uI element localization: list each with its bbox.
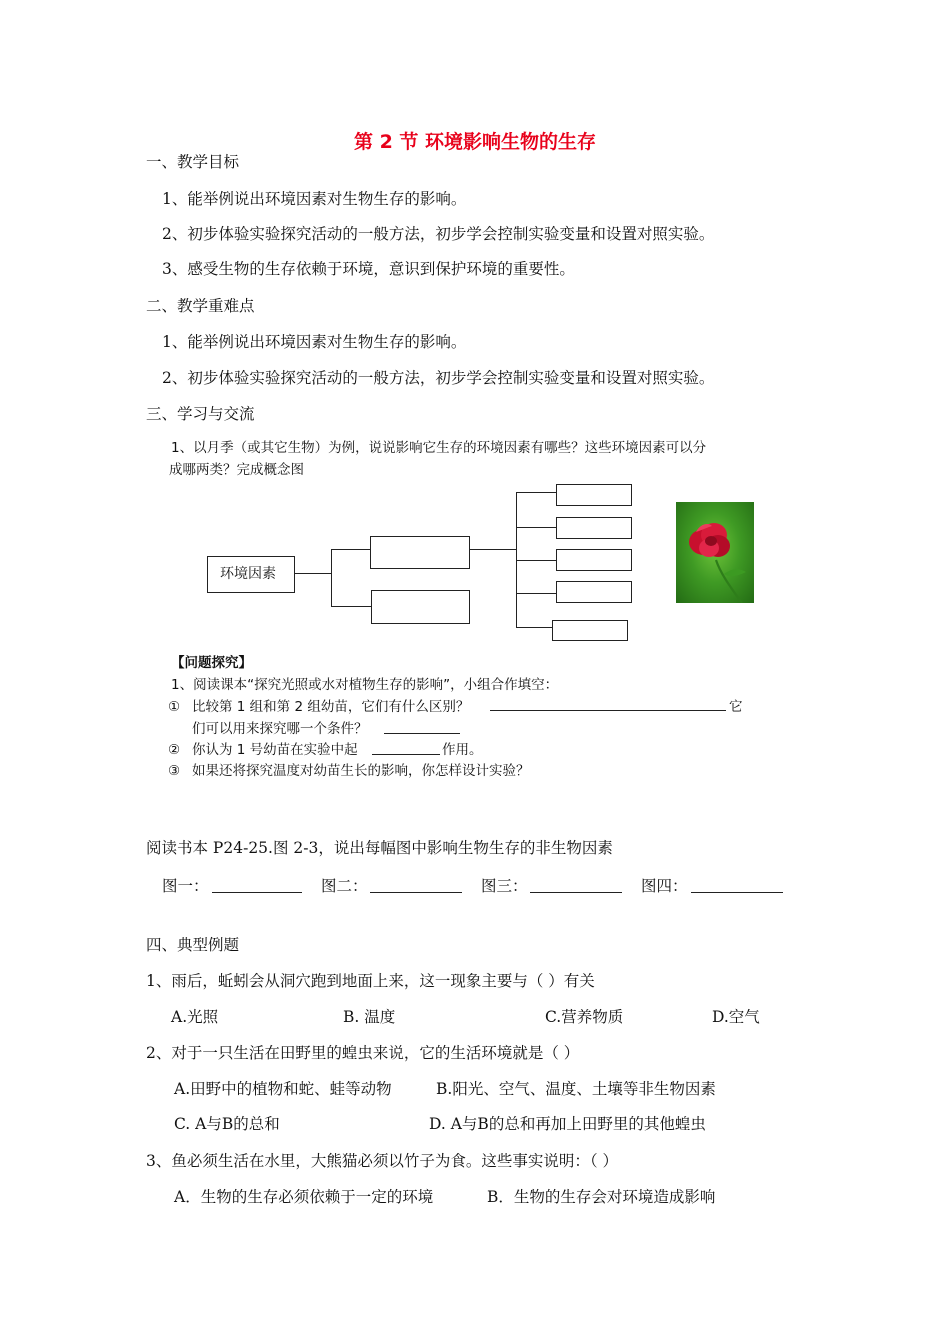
connector: [516, 560, 556, 561]
option-b[interactable]: B. 温度: [343, 1008, 396, 1026]
answer-blank[interactable]: [384, 733, 460, 734]
inquiry-item-text: 你认为 1 号幼苗在实验中起: [192, 742, 358, 758]
goal-item: 3、感受生物的生存依赖于环境，意识到保护环境的重要性。: [162, 260, 575, 278]
option-b[interactable]: B．生物的生存会对环境造成影响: [487, 1188, 716, 1206]
section-heading-key-points: 二、教学重难点: [146, 297, 255, 315]
connector: [470, 549, 516, 550]
key-point-item: 2、初步体验实验探究活动的一般方法，初步学会控制实验变量和设置对照实验。: [162, 369, 715, 387]
concept-root-label: 环境因素: [220, 566, 276, 582]
goal-item: 1、能举例说出环境因素对生物生存的影响。: [162, 190, 467, 208]
inquiry-heading: 【问题探究】: [171, 655, 252, 671]
inquiry-line: 1、阅读课本“探究光照或水对植物生存的影响”，小组合作填空：: [171, 677, 559, 693]
concept-factor-box[interactable]: [556, 517, 632, 539]
example-question: 2、对于一只生活在田野里的蝗虫来说，它的生活环境就是（ ）: [146, 1044, 580, 1062]
inquiry-item-text: 它: [729, 699, 743, 715]
option-c[interactable]: C.营养物质: [545, 1008, 624, 1026]
figure-label: 图四：: [641, 877, 688, 895]
option-d[interactable]: D. A与B的总和再加上田野里的其他蝗虫: [429, 1115, 706, 1133]
figure-answer-blank[interactable]: [212, 892, 302, 893]
connector: [331, 549, 332, 607]
option-a[interactable]: A.田野中的植物和蛇、蛙等动物: [174, 1080, 392, 1098]
key-point-item: 1、能举例说出环境因素对生物生存的影响。: [162, 333, 467, 351]
rose-illustration: [676, 502, 754, 603]
inquiry-item-text: 们可以用来探究哪一个条件？: [192, 721, 368, 737]
connector: [516, 593, 556, 594]
option-a[interactable]: A.光照: [171, 1008, 219, 1026]
section-heading-goals: 一、教学目标: [146, 153, 240, 171]
option-c[interactable]: C. A与B的总和: [174, 1115, 280, 1133]
option-a[interactable]: A．生物的生存必须依赖于一定的环境: [174, 1188, 434, 1206]
inquiry-item-text: 如果还将探究温度对幼苗生长的影响，你怎样设计实验？: [192, 763, 530, 779]
concept-root-box: [207, 556, 295, 593]
figure-answer-blank[interactable]: [530, 892, 622, 893]
concept-category-box[interactable]: [370, 536, 470, 569]
figure-label: 图一：: [162, 877, 209, 895]
goal-item: 2、初步体验实验探究活动的一般方法，初步学会控制实验变量和设置对照实验。: [162, 225, 715, 243]
inquiry-item-text: 比较第 1 组和第 2 组幼苗，它们有什么区别？: [192, 699, 470, 715]
inquiry-item-number: ②: [168, 742, 181, 758]
figure-answer-blank[interactable]: [691, 892, 783, 893]
connector: [295, 573, 331, 574]
connector: [516, 492, 556, 493]
page-title: 第 2 节 环境影响生物的生存: [353, 131, 597, 153]
connector: [331, 549, 370, 550]
inquiry-item-text: 作用。: [442, 742, 483, 758]
concept-factor-box[interactable]: [556, 581, 632, 603]
figure-answer-blank[interactable]: [370, 892, 462, 893]
option-d[interactable]: D.空气: [712, 1008, 760, 1026]
inquiry-item-number: ③: [168, 763, 181, 779]
example-question: 1、雨后，蚯蚓会从洞穴跑到地面上来，这一现象主要与（ ）有关: [146, 972, 595, 990]
section-heading-study: 三、学习与交流: [146, 405, 255, 423]
figure-label: 图三：: [481, 877, 528, 895]
inquiry-item-number: ①: [168, 699, 181, 715]
reading-instruction: 阅读书本 P24-25.图 2-3，说出每幅图中影响生物生存的非生物因素: [146, 839, 613, 857]
connector: [331, 606, 371, 607]
question-line: 1、以月季（或其它生物）为例，说说影响它生存的环境因素有哪些？这些环境因素可以分: [171, 440, 707, 456]
option-b[interactable]: B.阳光、空气、温度、土壤等非生物因素: [436, 1080, 716, 1098]
figure-label: 图二：: [321, 877, 368, 895]
concept-factor-box[interactable]: [552, 620, 628, 641]
connector: [516, 527, 556, 528]
concept-factor-box[interactable]: [556, 484, 632, 506]
connector: [516, 627, 552, 628]
example-question: 3、鱼必须生活在水里，大熊猫必须以竹子为食。这些事实说明：（ ）: [146, 1152, 619, 1170]
concept-factor-box[interactable]: [556, 549, 632, 571]
question-line: 成哪两类？完成概念图: [169, 462, 304, 478]
concept-category-box[interactable]: [371, 590, 470, 624]
section-heading-examples: 四、典型例题: [146, 936, 240, 954]
rose-photo: [676, 502, 754, 603]
answer-blank[interactable]: [490, 710, 726, 711]
answer-blank[interactable]: [372, 754, 440, 755]
